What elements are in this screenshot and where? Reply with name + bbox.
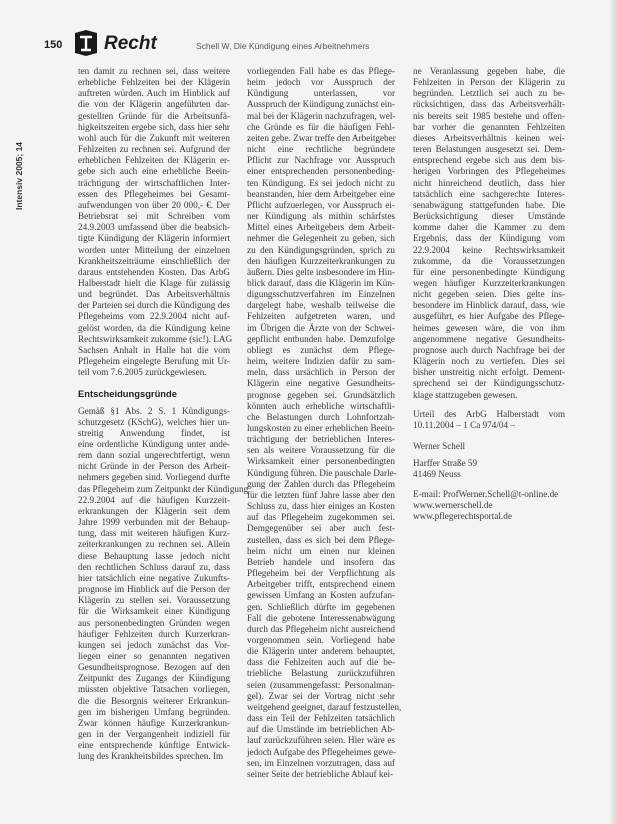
text-line: lung des Krankheitsbildes sprechen. Im — [78, 751, 224, 762]
text-line: Zwar können häufige Kurzerkrankun- — [78, 717, 230, 728]
text-line: Betriebsrat sei mit Schreiben vom — [78, 211, 230, 222]
text-line: zu den Kündigungsgründen, sprich zu — [247, 244, 395, 255]
text-line: heim jedoch vor Ausspruch der — [247, 77, 395, 88]
text-line: digungsschutzverfahren im Einzelnen — [247, 289, 395, 300]
text-line: durch das Pflegeheim nicht ausreichend — [247, 623, 395, 634]
text-line: gung der Zahlen durch das Pflegeheim — [247, 478, 395, 489]
text-line: nicht hinreichend deutlich, dass hier — [413, 177, 565, 188]
text-line: Pflegeheim bei der Verpflichtung als — [247, 568, 395, 579]
text-line: erheblichen Fehlzeiten der Klägerin er- — [78, 155, 230, 166]
text-line: Pflegeheims vom 22.9.2004 nicht auf- — [78, 311, 230, 322]
section-title: Recht — [104, 33, 157, 54]
text-line: Berücksichtigung dieser Umstände — [413, 211, 565, 222]
text-line: erkrankungen der Klägerin seit dem — [78, 505, 230, 516]
text-line: zeiten gebe. Zwar treffe den Arbeitgeber — [247, 132, 396, 143]
text-line: die von der Klägerin angeführten dar- — [78, 99, 230, 110]
text-line: Fehlzeiten aufgetreten waren, und — [247, 311, 395, 322]
author-name: Werner Schell — [413, 441, 466, 451]
text-line: nehmers gegeben sind. Vorliegend durfte — [78, 472, 230, 483]
text-line: Rechtswirksamkeit zukomme (sic!). LAG — [78, 333, 233, 344]
text-line: angenommene negative Gesundheits- — [413, 333, 565, 344]
text-line: erhebliche Fehlzeiten bei der Klägerin — [78, 77, 230, 88]
paragraph — [413, 66, 565, 401]
text-line: gel). Zwar sei der Vortrag nicht sehr — [247, 690, 395, 701]
text-line: das Pflegeheim zum Zeitpunkt der Kündigung — [78, 483, 249, 494]
text-line: lungskosten zu einer erheblichen Beein- — [247, 423, 395, 433]
text-line: der Parteien sei durch die Kündigung des — [78, 300, 230, 311]
page-number: 150 — [44, 39, 63, 51]
paragraph — [78, 66, 233, 378]
text-line: sprechend sei der Kündigungsschutz- — [413, 378, 565, 389]
author-website-link[interactable]: www.pflegerechtsportal.de — [413, 511, 512, 522]
text-line: komme daher die Kammer zu dem — [413, 222, 565, 233]
text-line: trächtigung der betrieblichen Interes- — [247, 434, 395, 445]
text-line: dass die Fehlzeiten auch auf die be- — [247, 657, 395, 668]
text-line: 22.9.2004 auf die häufigen Kurzzeit- — [78, 494, 230, 505]
text-line: 24.9.2003 umfassend über die beabsich- — [78, 222, 230, 233]
text-line: prognose im Hinblick auf die Person der — [78, 584, 230, 595]
text-line: schutzgesetz (KSchG), welches hier un- — [78, 416, 230, 427]
text-line: Fehlzeiten zu rechnen sei. Aufgrund der — [78, 144, 230, 155]
text-line: besondere im Hinblick darauf, dass, wie — [413, 300, 565, 311]
text-line: Gemäß §1 Abs. 2 S. 1 Kündigungs- — [78, 405, 230, 416]
text-line: Wirksamkeit einer personenbedingten — [247, 456, 395, 467]
text-line: heimes gewesen wäre, die von ihm — [413, 322, 565, 333]
text-line: gen in der Vergangenheit indiziell für — [78, 729, 230, 740]
text-line: herigen Vorbringen des Pflegeheimes — [413, 166, 565, 177]
text-line: sen als weitere Voraussetzung für die — [247, 445, 395, 456]
text-line: Mittel eines Arbeitgebers dem Arbeit- — [247, 222, 395, 233]
text-line: Pflegeheim eingelegte Berufung mit Ur- — [78, 356, 230, 367]
text-line: vorliegenden Fall habe es das Pflege- — [247, 66, 395, 76]
text-line: häufiger Fehlzeiten durch Kurzerkran- — [78, 628, 230, 639]
text-line: 10.11.2004 – 1 Ca 974/04 – — [413, 419, 515, 430]
text-column-2 — [247, 66, 402, 780]
text-line: meln, dass ursächlich in Person der — [247, 367, 395, 378]
text-line: teren Belastungen ausgesetzt sei. Dem- — [413, 144, 565, 155]
text-line: ne Veranlassung gegeben habe, die — [413, 66, 565, 76]
text-line: klage stattzugeben gewesen. — [413, 389, 518, 400]
paragraph — [78, 405, 249, 763]
text-line: sen, im Einzelnen vorzutragen, dass auf — [247, 757, 395, 768]
text-line: prognose gegeben sei. Grundsätzlich — [247, 389, 395, 400]
scan-edge-shadow — [609, 0, 617, 824]
text-line: begründen. Letztlich sei auch zu be- — [413, 88, 565, 99]
text-line: heim, weitere Indizien dafür zu sam- — [247, 356, 395, 367]
text-line: Kündigung unterlassen, vor — [247, 88, 395, 99]
text-line: diese Behauptung lasse jedoch nicht — [78, 550, 230, 561]
author-block — [413, 441, 565, 522]
text-line: Halberstadt hielt die Klage für zulässig — [78, 277, 230, 288]
text-line: worden unter Mitteilung der einzelnen — [78, 244, 230, 255]
text-line: streitig Anwendung findet, ist — [78, 427, 230, 438]
text-line: Arbeitgeber trifft, entsprechend einem — [247, 579, 395, 590]
text-line: im Übrigen die Ärzte von der Schwei- — [247, 322, 395, 333]
text-line: müssten objektive Tatsachen vorliegen, — [78, 684, 230, 695]
text-line: seiner Seite der betriebliche Ablauf kei- — [247, 768, 394, 779]
text-line: nis bereits seit 1985 bestehe und offen- — [413, 110, 565, 121]
text-line: nicht gegeben seien. Dies gelte ins- — [413, 289, 565, 300]
text-line: Fall die gebotene Interessenabwägung — [247, 612, 395, 623]
text-line: auf das Pflegeheim zugekommen sei. — [247, 512, 395, 523]
author-website-link[interactable]: www.wernerschell.de — [413, 499, 493, 510]
text-line: lauf zurückzuführen seien. Hier wäre es — [247, 735, 395, 746]
text-line: heim nicht um einen nur kleinen — [247, 545, 395, 556]
text-line: triebliche Belastung zurückzuführen — [247, 668, 395, 679]
text-line: tigte Kündigung der Klägerin informiert — [78, 233, 230, 244]
author-city: 41469 Neuss — [413, 469, 461, 480]
text-line: 22.9.2004 keine Rechtswirksamkeit — [413, 244, 565, 255]
text-line: liegen einer so genannten negativen — [78, 650, 230, 661]
text-line: dass ein Teil der Fehlzeiten tatsächlich — [247, 713, 395, 724]
text-column-3 — [413, 66, 565, 522]
text-line: nicht Gründe in der Person des Arbeit- — [78, 461, 230, 472]
text-line: dieses Arbeitsverhältnis keinen wei- — [413, 132, 565, 143]
text-line: einer entsprechenden personenbeding- — [247, 166, 395, 177]
text-line: ten damit zu rechnen sei, dass weitere — [78, 66, 230, 76]
running-title: Schell W, Die Kündigung eines Arbeitnehmers — [196, 41, 370, 51]
court-citation — [413, 409, 565, 431]
text-line: Jahre 1999 verbunden mit der Behaup- — [78, 517, 230, 528]
section-subheading: Entscheidungsgründe — [78, 388, 177, 400]
text-line: trächtigung der wirtschaftlichen Inter- — [78, 177, 230, 188]
text-line: hier tatsächlich eine negative Zukunfts- — [78, 572, 230, 583]
text-line: Sachsen Anhalt in Halle hat die vom — [78, 344, 230, 355]
text-line: auftreten würden. Auch im Hinblick auf — [78, 88, 230, 99]
text-line: den häufigen Kurzzeiterkrankungen zu — [247, 255, 395, 266]
text-line: mal bei der Klägerin nachzufragen, wel- — [247, 110, 396, 121]
text-line: die Klägerin unter anderem behauptet, — [247, 646, 395, 657]
text-line: eine entsprechende künftige Entwick- — [78, 740, 230, 751]
text-line: ausgeführt, es hier Aufgabe des Pflege- — [413, 311, 565, 322]
text-line: che Belastungen durch Lohnfortzah- — [247, 411, 395, 422]
text-line: gestellten Gründe für die Arbeitsunfä- — [78, 110, 230, 121]
text-line: ten Kündigung. Es sei jedoch nicht zu — [247, 177, 395, 188]
text-line: Pflicht aufzuerlegen, vor Ausspruch ei- — [247, 199, 395, 210]
text-line: Klägerin zu stellen sei. Voraussetzung — [78, 595, 230, 606]
text-line: dargelegt habe, weshalb teilweise die — [247, 300, 395, 311]
text-line: daraus entstehenden Kosten. Das ArbG — [78, 266, 230, 277]
paragraph — [247, 66, 402, 780]
text-line: bisher unstreitig nicht erfolgt. Dement- — [413, 367, 565, 378]
text-line: zukomme, da die Voraussetzungen — [413, 255, 565, 266]
text-line: Pflicht zur Nachfrage vor Ausspruch — [247, 155, 395, 166]
text-line: gen im bisherigen Umfang begründen. — [78, 706, 230, 717]
text-line: Schluss zu, dass hier einiges an Kosten — [247, 501, 395, 512]
text-line: äußern. Dies gelte insbesondere im Hin- — [247, 266, 395, 277]
text-column-1 — [78, 66, 249, 763]
text-line: obliegt es zunächst dem Pflege- — [247, 344, 395, 355]
text-line: zustellen, dass es sich bei dem Pflege- — [247, 534, 395, 545]
text-line: ner Kündigung als mithin schärfstes — [247, 211, 395, 222]
text-line: Ausspruch der Kündigung zunächst ein- — [247, 99, 395, 110]
text-line: bar vorher die genannten Fehlzeiten — [413, 121, 565, 132]
text-line: Fehlzeiten in Person der Klägerin zu — [413, 77, 565, 88]
text-line: beanstanden, hier dem Arbeitgeber eine — [247, 188, 395, 199]
text-line: Klägerin noch zu vertiefen. Dies sei — [413, 356, 565, 367]
text-line: aufwendungen von über 20 000,- €. Der — [78, 199, 230, 210]
text-line: rücksichtigen, dass das Arbeitsverhält- — [413, 99, 565, 110]
page-header — [44, 30, 584, 60]
law-book-logo-icon — [72, 30, 100, 56]
text-line: jedoch Aufgabe des Pflegeheimes gewe- — [247, 746, 396, 757]
text-line: higkeitszeiten ergebe sich, dass hier sehr — [78, 121, 230, 132]
text-line: nehmer die Gelegenheit zu geben, sich — [247, 233, 395, 244]
text-line: gewissen Umfang an Kosten aufzufan- — [247, 590, 395, 601]
text-line: gen. Schließlich dürfte im gegebenen — [247, 601, 395, 612]
text-line: entsprechend ergebe sich aus dem bis- — [413, 155, 565, 166]
text-line: blick darauf, dass die Klägerin im Kün- — [247, 277, 395, 288]
text-line: nicht eine rechtliche begründete — [247, 144, 395, 155]
text-line: prognose auch durch Nachfrage bei der — [413, 344, 565, 355]
text-line: tung, dass mit weiteren häufigen Kurz- — [78, 528, 230, 539]
text-line: wohl auch für die Zukunft mit weiteren — [78, 132, 230, 143]
text-line: rem dann sozial ungerechtfertigt, wenn — [78, 450, 230, 461]
text-line: Kündigung führen. Die pauschale Darle- — [247, 467, 397, 478]
text-line: weitgehend geeignet, darauf festzustellen, — [247, 701, 402, 712]
text-line: wegen häufiger Kurzzeiterkrankungen — [413, 277, 565, 288]
text-line: che Gründe es für die häufigen Fehl- — [247, 121, 395, 132]
text-line: Klägerin eine negative Gesundheits- — [247, 378, 395, 389]
text-line: Zeitpunkt des Zugangs der Kündigung — [78, 673, 230, 684]
author-email-link[interactable]: E-mail: ProfWerner.Schell@t-online.de — [413, 488, 559, 499]
text-line: für die Wirksamkeit einer Kündigung — [78, 606, 230, 617]
text-line: gepflicht entbunden habe. Demzufolge — [247, 333, 395, 344]
text-line: für eine personenbedingte Kündigung — [413, 266, 565, 277]
text-line: Betrieb handele und insofern das — [247, 556, 395, 567]
author-street: Harffer Straße 59 — [413, 458, 478, 469]
text-line: vorgenommen sein. Vorliegend habe — [247, 634, 395, 645]
text-line: seien (zusammengefasst: Personalman- — [247, 679, 395, 690]
text-line: Gesundheitsprognose. Bezogen auf den — [78, 662, 230, 673]
text-line: Ergebnis, dass der Kündigung vom — [413, 233, 565, 244]
text-line: Urteil des ArbG Halberstadt vom — [413, 408, 565, 419]
text-line: und begründet. Das Arbeitsverhältnis — [78, 289, 230, 300]
text-line: für die letzten fünf Jahre lasse aber den — [247, 489, 395, 500]
text-line: senabwägung stattgefunden habe. Die — [413, 199, 565, 210]
text-line: gebe sich auch eine erhebliche Beein- — [78, 166, 230, 177]
text-line: Demgegenüber sei aber auch fest- — [247, 523, 395, 534]
text-line: tatsächlich eine sachgerechte Interes- — [413, 188, 565, 199]
journal-citation-vertical: Intensiv 2005; 14 — [14, 141, 24, 210]
text-line: die die Besorgnis weiterer Erkrankun- — [78, 695, 230, 706]
text-line: kungen sei jedoch zunächst das Vor- — [78, 639, 230, 650]
text-line: teil vom 7.6.2005 zurückgewiesen. — [78, 367, 207, 378]
text-line: gelöst worden, da die Kündigung keine — [78, 322, 230, 333]
text-line: essen des Pflegeheimes bei Gesamt- — [78, 188, 230, 199]
text-line: den rechtlichen Schluss darauf zu, dass — [78, 561, 230, 572]
text-line: zeiterkrankungen zu rechnen sei. Allein — [78, 539, 230, 550]
text-line: auf die Umstände im betrieblichen Ab- — [247, 724, 395, 735]
text-line: eine ordentliche Kündigung unter ande- — [78, 439, 230, 449]
text-line: aus personenbedingten Gründen wegen — [78, 617, 230, 628]
text-line: könnten auch erhebliche wirtschaftli- — [247, 400, 395, 411]
text-line: Krankheitszeiträume einschließlich der — [78, 255, 230, 266]
